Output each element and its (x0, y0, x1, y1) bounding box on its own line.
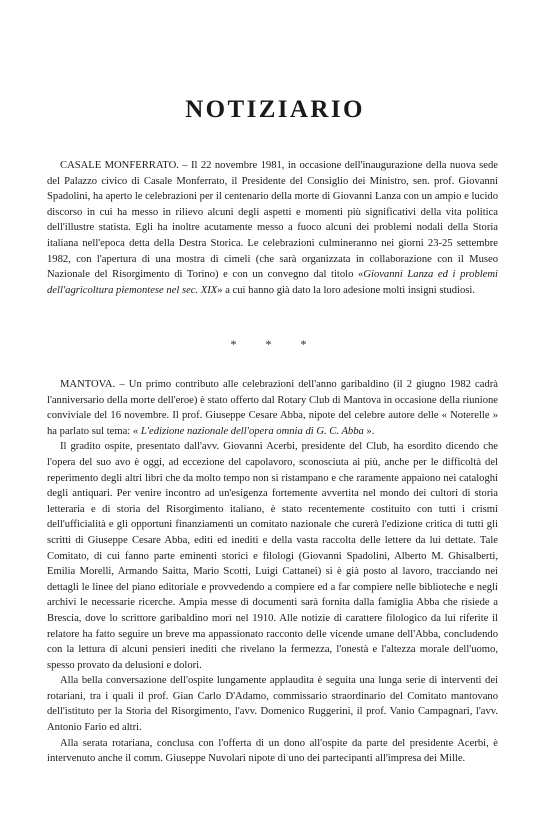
paragraph (47, 377, 498, 439)
paragraph: Il gradito ospite, presentato dall'avv. Giovanni Acerbi, presidente del Club, ha esordito dicendo che l'opera del suo avo è oggi, ad eccezione del capolavoro, sconosciuta ai più, anche per le difficoltà del reperimento degli altri libri che da molto tempo non si ristampano e che raramente appaiono nei cataloghi degli antiquari. Per venire incontro ad un'esigenza fortemente avvertita nel mondo dei cultori di storia letteraria e di storia del Risorgimento italiano, è stato recentemente costituito con tutti i crismi dell'ufficialità e gli opportuni finanziamenti un comitato nazionale che curerà l'edizione critica di tutti gli scritti di Giuseppe Cesare Abba, editi ed inediti e della vasta raccolta delle lettere da lui dettate. Tale Comitato, di cui fanno parte eminenti storici e filologi (Giovanni Spadolini, Alberto M. Ghisalberti, Emilia Morelli, Armando Saitta, Mario Scotti, Luigi Cattanei) si è già posto al lavoro, tracciando nei dettagli le linee del piano editoriale e provvedendo a compiere ed a far compiere nelle biblioteche e negli archivi le necessarie ricerche. Ampia messe di documenti sarà fornita dalla famiglia Abba che risiede a Brescia, dove lo scrittore garibaldino morì nel 1910. Alle notizie di carattere filologico da lui riferite il relatore ha fatto seguire un breve ma appassionato racconto delle vicende umane dell'Abba, concludendo con la lettura di alcuni pensieri inediti che rivelano la fermezza, l'onestà e l'altezza morale dell'uomo, spesso provato da delusioni e dolori. (47, 441, 498, 671)
section-casale-monferrato (47, 158, 498, 298)
paragraph: Alla bella conversazione dell'ospite lungamente applaudita è seguita una lunga serie di interventi dei rotariani, tra i quali il prof. Gian Carlo D'Adamo, commissario straordinario del Comitato mantovano dell'istituto per la Storia del Risorgimento, l'avv. Domenico Ruggerini, il prof. Vanio Campagnari, l'avv. Antonio Fario ed altri. (47, 675, 498, 734)
paragraph (47, 158, 498, 298)
paragraph-text: MANTOVA. – Un primo contributo alle celebrazioni dell'anno garibaldino (il 2 giugno 1982 cadrà l'anniversario della morte dell'eroe) è stato offerto dal Rotary Club di Mantova in occasione della riunione conviviale del 16 novembre. Il prof. Giuseppe Cesare Abba, nipote del celebre autore delle « Noterelle » ha parlato sul tema: « (47, 379, 498, 437)
section-mantova (47, 377, 498, 767)
paragraph-text: ». (363, 425, 375, 437)
section-separator: * * * (230, 337, 320, 351)
italic-title: Giovanni Lanza ed i problemi dell'agricoltura piemontese nel sec. XIX (47, 269, 498, 296)
paragraph-text: CASALE MONFERRATO. – Il 22 novembre 1981, in occasione dell'inaugurazione della nuova sede del Palazzo civico di Casale Monferrato, il Presidente del Consiglio dei Ministro, sen. prof. Giovanni Spadolini, ha aperto le celebrazioni per il centenario della morte di Giovanni Lanza con un ampio e lucido discorso in cui ha messo in rilievo alcuni degli aspetti e momenti più significativi della vita politica dell'illustre statista. Egli ha inoltre acutamente messo a fuoco alcuni dei problemi nodali della Storia italiana nell'epoca detta della Destra Storica. Le celebrazioni culmineranno nei giorni 23-25 settembre 1982, con l'apertura di una mostra di cimeli (che sarà organizzata in collaborazione con il Museo Nazionale del Risorgimento di Torino) e con un convegno dal titolo « (47, 160, 498, 281)
page-title: NOTIZIARIO (185, 96, 365, 123)
paragraph: Alla serata rotariana, conclusa con l'offerta di un dono all'ospite da parte del presidente Acerbi, è intervenuto anche il comm. Giuseppe Nuvolari nipote di uno dei partecipanti all'impresa dei Mille. (47, 737, 498, 765)
paragraph-text: » a cui hanno già dato la loro adesione molti insigni studiosi. (217, 284, 476, 296)
italic-title: L'edizione nazionale dell'opera omnia di G. C. Abba (140, 425, 364, 437)
